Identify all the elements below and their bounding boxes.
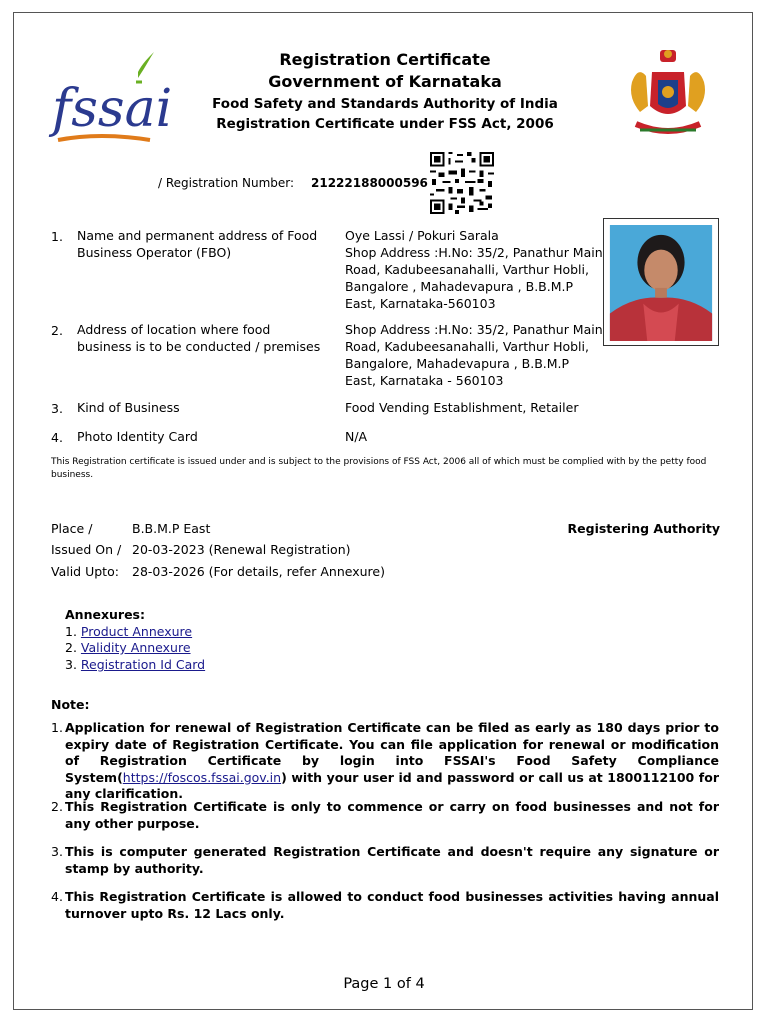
issued-value: 20-03-2023 (Renewal Registration) xyxy=(132,542,351,557)
product-annexure-link[interactable]: Product Annexure xyxy=(80,624,193,639)
authority-name: Food Safety and Standards Authority of India xyxy=(212,96,558,112)
certificate-title: Registration Certificate xyxy=(279,50,491,69)
annexure-number: 2. xyxy=(65,640,77,655)
government-name: Government of Karnataka xyxy=(268,72,502,91)
premises-address: Shop Address :H.No: 35/2, Panathur Main Road, Kadubeesanahalli, Varthur Hobli, Bangalore, Mahadevapura , B.B.M.P East, Karnataka - 560103 xyxy=(345,322,603,388)
karnataka-emblem-icon xyxy=(616,46,720,150)
item-label: Name and permanent address of Food Business Operator (FBO) xyxy=(77,228,318,260)
kind-of-business: Food Vending Establishment, Retailer xyxy=(345,400,579,415)
registration-number-label: / Registration Number: xyxy=(158,176,295,190)
fbo-address: Shop Address :H.No: 35/2, Panathur Main Road, Kadubeesanahalli, Varthur Hobli, Bangalore , Mahadevapura , B.B.M.P East, Karnataka-560103 xyxy=(345,245,603,311)
item-label: Address of location where food business is to be conducted / premises xyxy=(77,322,321,354)
registration-number-value: 21222188000596 xyxy=(311,176,428,190)
note-number: 4. xyxy=(51,889,63,904)
fbo-name: Oye Lassi / Pokuri Sarala xyxy=(345,228,499,243)
note-title: Note: xyxy=(51,697,90,712)
note-number: 1. xyxy=(51,720,63,735)
annexure-item xyxy=(65,640,191,655)
disclaimer-text: This Registration certificate is issued under and is subject to the provisions of FSS Act, 2006 all of which must be complied with by the petty food business. xyxy=(51,457,707,480)
annexures-title: Annexures: xyxy=(65,607,145,622)
note-renewal-text: Application for renewal of Registration Certificate can be filed as early as 180 days prior to expiry date of Registration Certificate. You can file application for renewal or modification of Registration Certificate by login into FSSAI's Food Safety Compliance System( xyxy=(65,720,719,785)
annexure-number: 1. xyxy=(65,624,77,639)
note-turnover: This Registration Certificate is allowed to conduct food businesses activities having annual turnover upto Rs. 12 Lacs only. xyxy=(65,889,719,921)
item-label: Photo Identity Card xyxy=(77,429,198,444)
registering-authority: Registering Authority xyxy=(567,521,720,536)
fssai-logo xyxy=(50,48,173,148)
act-name: Registration Certificate under FSS Act, 2006 xyxy=(216,116,554,132)
note-purpose: This Registration Certificate is only to commence or carry on food businesses and not for any other purpose. xyxy=(65,799,719,831)
photo-id-card: N/A xyxy=(345,429,368,444)
item-number: 2. xyxy=(51,323,63,338)
item-number: 3. xyxy=(51,401,63,416)
qr-code-icon xyxy=(430,152,494,214)
foscos-link[interactable]: https://foscos.fssai.gov.in xyxy=(122,769,282,785)
note-computer-generated: This is computer generated Registration Certificate and doesn't require any signature or stamp by authority. xyxy=(65,844,719,876)
place-label: Place / xyxy=(51,521,93,536)
annexure-item xyxy=(65,624,192,639)
place-value: B.B.M.P East xyxy=(132,521,211,536)
valid-value: 28-03-2026 (For details, refer Annexure) xyxy=(132,564,385,579)
note-number: 3. xyxy=(51,844,63,859)
issued-label: Issued On / xyxy=(51,542,122,557)
note-number: 2. xyxy=(51,799,63,814)
item-label: Kind of Business xyxy=(77,400,180,415)
note-renewal xyxy=(65,720,719,803)
note-renewal-text-end: ) with your user id and password or call us at 1800112100 for any clarification. xyxy=(65,769,719,801)
valid-label: Valid Upto: xyxy=(51,564,119,579)
registration-id-card-link[interactable]: Registration Id Card xyxy=(80,657,206,672)
operator-photo xyxy=(603,218,719,346)
svg-text:fssai: fssai xyxy=(52,79,173,139)
validity-annexure-link[interactable]: Validity Annexure xyxy=(80,640,191,655)
annexure-item xyxy=(65,657,205,672)
fbo-name-address xyxy=(345,227,603,312)
annexure-number: 3. xyxy=(65,657,77,672)
item-number: 4. xyxy=(51,430,63,445)
item-number: 1. xyxy=(51,229,63,244)
page-number: Page 1 of 4 xyxy=(343,976,425,992)
